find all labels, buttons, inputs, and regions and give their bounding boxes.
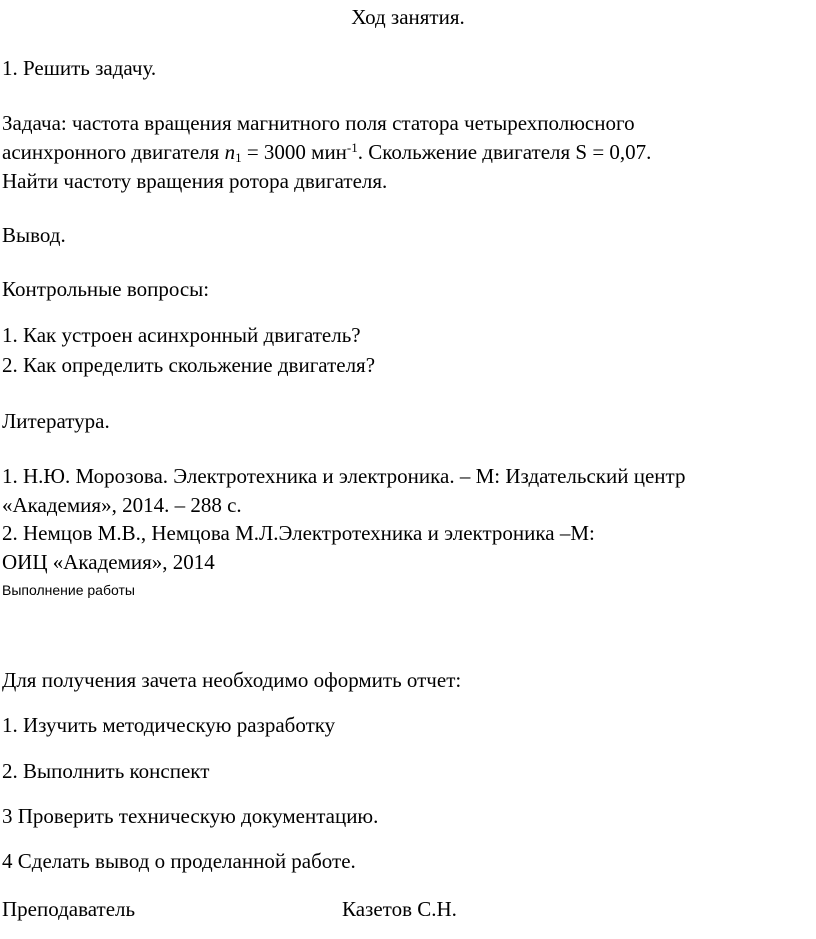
report-item: 1. Изучить методическую разработку (2, 713, 336, 737)
control-questions-heading: Контрольные вопросы: (2, 277, 210, 301)
report-item: 2. Выполнить конспект (2, 759, 210, 783)
literature-line: ОИЦ «Академия», 2014 (2, 550, 215, 574)
task-line-1: Задача: частота вращения магнитного поля статора четырехполюсного (2, 111, 635, 135)
report-item: 4 Сделать вывод о проделанной работе. (2, 849, 356, 873)
unit-exponent: -1 (346, 140, 358, 155)
literature-line: «Академия», 2014. – 288 с. (2, 493, 242, 517)
variable-n: n (224, 140, 236, 164)
step-solve-task: 1. Решить задачу. (2, 56, 157, 80)
teacher-label: Преподаватель (2, 897, 136, 921)
work-execution-label: Выполнение работы (2, 582, 135, 598)
task-equation: = 3000 мин (241, 140, 347, 164)
task-line-2-end: . Скольжение двигателя S = 0,07. (357, 140, 652, 164)
task-line-2-start: асинхронного двигателя (2, 140, 225, 164)
teacher-name: Казетов С.Н. (342, 897, 457, 921)
task-line-3: Найти частоту вращения ротора двигателя. (2, 169, 388, 193)
page-title: Ход занятия. (351, 5, 465, 29)
control-question-item: 2. Как определить скольжение двигателя? (2, 353, 376, 377)
literature-heading: Литература. (2, 409, 110, 433)
control-question-item: 1. Как устроен асинхронный двигатель? (2, 323, 361, 347)
literature-line: 1. Н.Ю. Морозова. Электротехника и электроника. – М: Издательский центр (2, 464, 686, 488)
conclusion-heading: Вывод. (2, 223, 66, 247)
variable-subscript: 1 (235, 150, 242, 165)
teacher-row (2, 896, 457, 922)
literature-line: 2. Немцов М.В., Немцова М.Л.Электротехника и электроника –М: (2, 521, 595, 545)
task-line-2 (2, 139, 651, 168)
report-heading: Для получения зачета необходимо оформить отчет: (2, 668, 462, 692)
report-item: 3 Проверить техническую документацию. (2, 804, 379, 828)
